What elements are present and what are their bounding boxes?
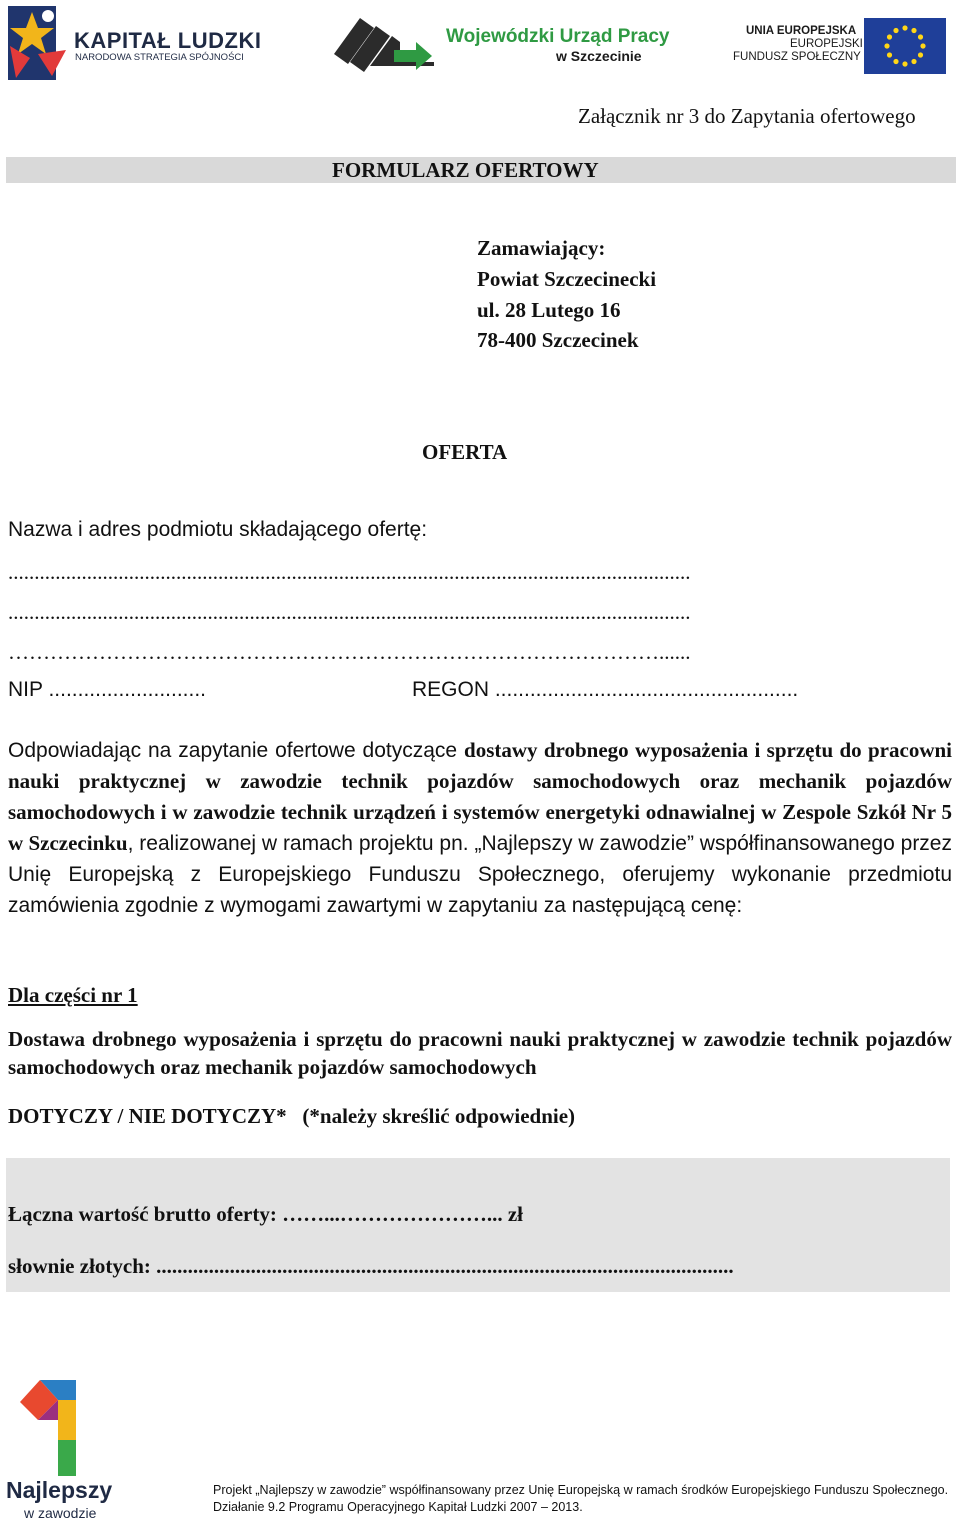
eu-line2: EUROPEJSKI [790, 38, 863, 50]
form-title: FORMULARZ OFERTOWY [332, 158, 599, 182]
wup-logo-icon [334, 16, 434, 74]
najlepszy-logo-title: Najlepszy [6, 1477, 113, 1503]
regon-field[interactable]: REGON .................................................... [412, 678, 799, 701]
offer-title: OFERTA [422, 440, 508, 464]
offeror-dotted-line-3[interactable]: …………………………………………………………………………………...... [8, 640, 691, 664]
client-street: ul. 28 Lutego 16 [477, 298, 621, 322]
gross-total-field[interactable]: Łączna wartość brutto oferty: ……...…………………... zł [8, 1202, 523, 1226]
attachment-label: Załącznik nr 3 do Zapytania ofertowego [578, 104, 916, 128]
najlepszy-logo-subtitle: w zawodzie [24, 1505, 97, 1521]
paragraph-intro: Odpowiadając na zapytanie ofertowe dotyczące [8, 739, 465, 762]
kapital-ludzki-subtitle: NARODOWA STRATEGIA SPÓJNOŚCI [75, 52, 244, 63]
footer-program-line: Działanie 9.2 Programu Operacyjnego Kapitał Ludzki 2007 – 2013. [213, 1500, 583, 1514]
footer-project-line: Projekt „Najlepszy w zawodzie” współfinansowany przez Unię Europejską w ramach środków Europejskiego Funduszu Społecznego. [213, 1483, 949, 1497]
paragraph-rest: , realizowanej w ramach projektu pn. „Najlepszy w zawodzie” współfinansowanego przez Unię Europejską z Europejskiego Funduszu Społecznego, oferujemy wykonanie przedmiotu zamówienia zgodnie z wymogami zawartymi w zapytaniu za następującą cenę: [8, 832, 952, 917]
kapital-ludzki-title: KAPITAŁ LUDZKI [74, 28, 262, 53]
najlepszy-logo-icon [20, 1380, 80, 1476]
client-name: Powiat Szczecinecki [477, 267, 657, 291]
offeror-name-label: Nazwa i adres podmiotu składającego ofertę: [8, 518, 428, 541]
wup-subtitle: w Szczecinie [556, 48, 642, 64]
part-description: Dostawa drobnego wyposażenia i sprzętu do pracowni nauki praktycznej w zawodzie technik pojazdów samochodowych oraz mechanik pojazdów samochodowych [8, 1027, 952, 1079]
part-title: Dla części nr 1 [8, 983, 138, 1007]
eu-title: UNIA EUROPEJSKA [746, 25, 857, 37]
offeror-dotted-line-1[interactable]: .................................................................................................................................. [8, 560, 691, 584]
offer-paragraph [8, 735, 952, 921]
client-label: Zamawiający: [477, 236, 606, 260]
client-city: 78-400 Szczecinek [477, 328, 639, 352]
wup-title: Wojewódzki Urząd Pracy [446, 26, 670, 47]
eu-line3: FUNDUSZ SPOŁECZNY [733, 51, 861, 63]
offeror-dotted-line-2[interactable]: .................................................................................................................................. [8, 600, 691, 624]
amount-in-words-field[interactable]: słownie złotych: .............................................................................................................. [8, 1254, 734, 1278]
nip-field[interactable]: NIP ........................... [8, 678, 206, 701]
kapital-ludzki-logo-icon [8, 6, 68, 80]
paragraph-subject: dostawy drobnego wyposażenia i sprzętu do pracowni nauki praktycznej w zawodzie technik pojazdów samochodowych oraz mechanik pojazdów samochodowych i w zawodzie technik urządzeń i systemów energetyki odnawialnej w Zespole Szkół Nr 5 w Szczecinku [8, 738, 953, 855]
eu-flag-icon [864, 18, 946, 74]
applies-selection[interactable]: DOTYCZY / NIE DOTYCZY* (*należy skreślić odpowiednie) [8, 1104, 576, 1128]
